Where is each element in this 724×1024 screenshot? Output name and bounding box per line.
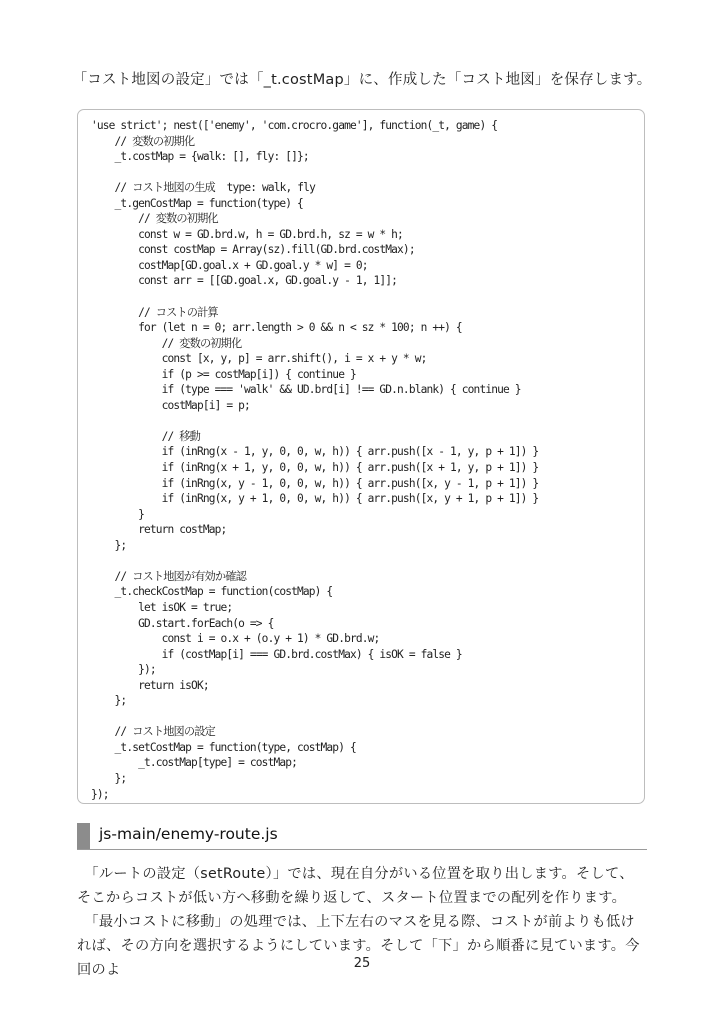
section-heading [77, 823, 647, 850]
code-line: if (inRng(x - 1, y, 0, 0, w, h)) { arr.push([x - 1, y, p + 1]) } [91, 445, 539, 459]
section-heading-title: js-main/enemy-route.js [99, 825, 278, 843]
code-line: let isOK = true; [91, 600, 233, 614]
code-line: }); [91, 663, 156, 677]
code-line: costMap[i] = p; [91, 398, 250, 412]
code-listing [91, 118, 538, 802]
code-line: if (inRng(x, y + 1, 0, 0, w, h)) { arr.push([x, y + 1, p + 1]) } [91, 492, 539, 506]
code-line: const [x, y, p] = arr.shift(), i = x + y * w; [91, 352, 427, 366]
code-line: // 変数の初期化 [91, 212, 218, 226]
code-line [91, 413, 538, 429]
code-line: if (inRng(x, y - 1, 0, 0, w, h)) { arr.push([x, y - 1, p + 1]) } [91, 476, 539, 490]
code-listing-box [77, 109, 645, 804]
code-line [91, 709, 538, 725]
body-paragraph: 「ルートの設定（setRoute）」では、現在自分がいる位置を取り出します。そして、そこからコストが低い方へ移動を繰り返して、スタート位置までの配列を作ります。 [77, 866, 634, 906]
code-line: const w = GD.brd.w, h = GD.brd.h, sz = w * h; [91, 227, 403, 241]
code-line: const costMap = Array(sz).fill(GD.brd.costMax); [91, 243, 415, 257]
code-line: _t.genCostMap = function(type) { [91, 196, 303, 210]
code-line: }; [91, 694, 127, 708]
code-line: return costMap; [91, 523, 227, 537]
code-line: // コスト地図の設定 [91, 725, 215, 739]
code-line: _t.costMap = {walk: [], fly: []}; [91, 150, 309, 164]
code-line: // 変数の初期化 [91, 336, 242, 350]
code-line: if (costMap[i] === GD.brd.costMax) { isOK = false } [91, 647, 462, 661]
page-number: 25 [353, 956, 371, 971]
code-line: costMap[GD.goal.x + GD.goal.y * w] = 0; [91, 258, 368, 272]
code-line: // コスト地図の生成 type: walk, fly [91, 181, 315, 195]
code-line: const arr = [[GD.goal.x, GD.goal.y - 1, 1]]; [91, 274, 398, 288]
code-line [91, 289, 538, 305]
code-line: if (type === 'walk' && UD.brd[i] !== GD.n.blank) { continue } [91, 383, 521, 397]
code-line: // コストの計算 [91, 305, 218, 319]
code-line: }; [91, 771, 127, 785]
code-line: GD.start.forEach(o => { [91, 616, 274, 630]
code-line: 'use strict'; nest(['enemy', 'com.crocro.game'], function(_t, game) { [91, 119, 498, 132]
code-line: for (let n = 0; arr.length > 0 && n < sz * 100; n ++) { [91, 321, 462, 335]
code-line: return isOK; [91, 678, 209, 692]
body-paragraph: 「最小コストに移動」の処理では、上下左右のマスを見る際、コストが前よりも低ければ、その方向を選択するようにしています。そして「下」から順番に見ています。今回のよ [77, 914, 640, 978]
code-line: // 移動 [91, 429, 200, 443]
code-line: _t.setCostMap = function(type, costMap) { [91, 740, 356, 754]
code-line: }); [91, 787, 109, 801]
code-line: }; [91, 538, 127, 552]
code-line: _t.costMap[type] = costMap; [91, 756, 297, 770]
code-line: // 変数の初期化 [91, 134, 195, 148]
intro-paragraph: 「コスト地図の設定」では「_t.costMap」に、作成した「コスト地図」を保存します。 [72, 72, 652, 88]
code-line: // コスト地図が有効か確認 [91, 569, 246, 583]
code-line: } [91, 507, 144, 521]
code-line [91, 553, 538, 569]
code-line [91, 165, 538, 181]
code-line: const i = o.x + (o.y + 1) * GD.brd.w; [91, 632, 380, 646]
heading-bar-marker [77, 823, 90, 849]
code-line: if (inRng(x + 1, y, 0, 0, w, h)) { arr.push([x + 1, y, p + 1]) } [91, 461, 539, 475]
code-line: if (p >= costMap[i]) { continue } [91, 367, 356, 381]
code-line: _t.checkCostMap = function(costMap) { [91, 585, 333, 599]
